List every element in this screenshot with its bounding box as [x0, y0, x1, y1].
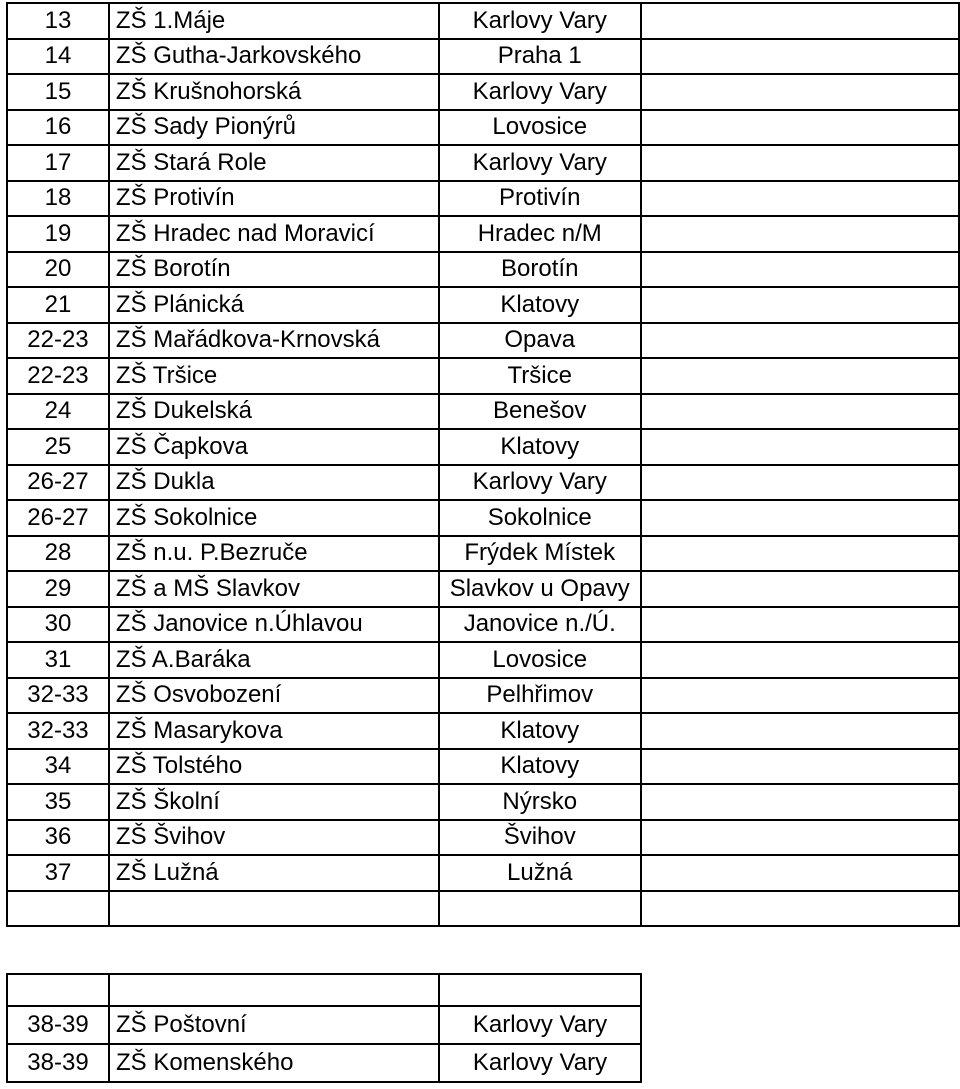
table-row — [7, 784, 959, 820]
rank-cell: 14 — [7, 39, 109, 75]
rank-cell: 16 — [7, 110, 109, 146]
city-cell: Hradec n/M — [439, 216, 641, 252]
school-cell: ZŠ Protivín — [109, 181, 439, 217]
city-cell: Borotín — [439, 252, 641, 288]
empty-cell — [641, 323, 959, 359]
rank-cell: 13 — [7, 3, 109, 39]
table-row — [7, 287, 959, 323]
empty-cell — [641, 429, 959, 465]
empty-cell — [641, 891, 959, 927]
school-cell: ZŠ 1.Máje — [109, 3, 439, 39]
empty-cell — [641, 1044, 959, 1082]
table-row — [7, 642, 959, 678]
empty-cell — [641, 678, 959, 714]
rank-cell: 30 — [7, 607, 109, 643]
school-cell: ZŠ Janovice n.Úhlavou — [109, 607, 439, 643]
city-cell: Klatovy — [439, 429, 641, 465]
school-cell: ZŠ Sokolnice — [109, 500, 439, 536]
empty-cell — [641, 855, 959, 891]
city-cell: Klatovy — [439, 713, 641, 749]
empty-cell — [641, 1006, 959, 1044]
empty-cell — [641, 465, 959, 501]
results-table-continued — [6, 973, 959, 1083]
city-cell: Lovosice — [439, 642, 641, 678]
city-cell: Praha 1 — [439, 39, 641, 75]
city-cell: Karlovy Vary — [439, 3, 641, 39]
school-cell: ZŠ Borotín — [109, 252, 439, 288]
school-cell: ZŠ A.Baráka — [109, 642, 439, 678]
rank-cell: 22-23 — [7, 323, 109, 359]
empty-cell — [641, 713, 959, 749]
table-row — [7, 713, 959, 749]
city-cell: Lužná — [439, 855, 641, 891]
school-cell: ZŠ Dukla — [109, 465, 439, 501]
school-cell: ZŠ Masarykova — [109, 713, 439, 749]
city-cell: Protivín — [439, 181, 641, 217]
rank-cell: 38-39 — [7, 1006, 109, 1044]
school-cell: ZŠ Tolstého — [109, 749, 439, 785]
rank-cell: 21 — [7, 287, 109, 323]
school-cell: ZŠ n.u. P.Bezruče — [109, 536, 439, 572]
rank-cell: 34 — [7, 749, 109, 785]
school-cell: ZŠ Gutha-Jarkovského — [109, 39, 439, 75]
rank-cell: 17 — [7, 145, 109, 181]
table-row — [7, 252, 959, 288]
rank-cell: 37 — [7, 855, 109, 891]
table-row — [7, 323, 959, 359]
empty-cell — [109, 891, 439, 927]
table-row — [7, 74, 959, 110]
school-cell: ZŠ Hradec nad Moravicí — [109, 216, 439, 252]
table-row — [7, 607, 959, 643]
table-row — [7, 3, 959, 39]
rank-cell: 26-27 — [7, 465, 109, 501]
empty-cell — [641, 607, 959, 643]
city-cell: Klatovy — [439, 749, 641, 785]
city-cell: Lovosice — [439, 110, 641, 146]
school-cell: ZŠ Mařádkova-Krnovská — [109, 323, 439, 359]
rank-cell: 18 — [7, 181, 109, 217]
table-row — [7, 500, 959, 536]
empty-cell — [641, 252, 959, 288]
school-cell: ZŠ Komenského — [109, 1044, 439, 1082]
table-row — [7, 39, 959, 75]
city-cell: Opava — [439, 323, 641, 359]
city-cell: Benešov — [439, 394, 641, 430]
school-cell: ZŠ Tršice — [109, 358, 439, 394]
city-cell: Nýrsko — [439, 784, 641, 820]
table-row — [7, 145, 959, 181]
city-cell: Sokolnice — [439, 500, 641, 536]
rank-cell: 32-33 — [7, 713, 109, 749]
results-table-continued-body — [7, 974, 959, 1082]
rank-cell: 20 — [7, 252, 109, 288]
table-row — [7, 1006, 959, 1044]
empty-row — [7, 891, 959, 927]
empty-cell — [641, 784, 959, 820]
school-cell: ZŠ Lužná — [109, 855, 439, 891]
school-cell: ZŠ Čapkova — [109, 429, 439, 465]
empty-cell — [641, 39, 959, 75]
city-cell: Pelhřimov — [439, 678, 641, 714]
table-row — [7, 855, 959, 891]
rank-cell: 22-23 — [7, 358, 109, 394]
school-cell: ZŠ Plánická — [109, 287, 439, 323]
empty-cell — [641, 110, 959, 146]
rank-cell: 38-39 — [7, 1044, 109, 1082]
empty-cell — [641, 394, 959, 430]
city-cell — [439, 974, 641, 1006]
school-cell: ZŠ Krušnohorská — [109, 74, 439, 110]
rank-cell: 29 — [7, 571, 109, 607]
city-cell: Švihov — [439, 820, 641, 856]
empty-cell — [641, 145, 959, 181]
rank-cell: 24 — [7, 394, 109, 430]
table-row — [7, 110, 959, 146]
school-cell: ZŠ Sady Pionýrů — [109, 110, 439, 146]
school-cell: ZŠ a MŠ Slavkov — [109, 571, 439, 607]
school-cell — [109, 974, 439, 1006]
table-row — [7, 820, 959, 856]
empty-cell — [641, 3, 959, 39]
empty-cell — [641, 216, 959, 252]
table-row — [7, 749, 959, 785]
city-cell: Klatovy — [439, 287, 641, 323]
table-row — [7, 536, 959, 572]
table-row — [7, 394, 959, 430]
school-cell: ZŠ Švihov — [109, 820, 439, 856]
rank-cell: 25 — [7, 429, 109, 465]
spacer-row — [7, 974, 959, 1006]
table-row — [7, 216, 959, 252]
rank-cell: 36 — [7, 820, 109, 856]
rank-cell: 35 — [7, 784, 109, 820]
city-cell: Karlovy Vary — [439, 1006, 641, 1044]
table-row — [7, 571, 959, 607]
rank-cell: 19 — [7, 216, 109, 252]
school-cell: ZŠ Poštovní — [109, 1006, 439, 1044]
city-cell: Janovice n./Ú. — [439, 607, 641, 643]
empty-cell — [641, 74, 959, 110]
city-cell: Karlovy Vary — [439, 465, 641, 501]
school-cell: ZŠ Dukelská — [109, 394, 439, 430]
results-table-body — [7, 3, 959, 926]
empty-cell — [641, 974, 959, 1006]
empty-cell — [439, 891, 641, 927]
empty-cell — [641, 820, 959, 856]
school-cell: ZŠ Osvobození — [109, 678, 439, 714]
city-cell: Frýdek Místek — [439, 536, 641, 572]
city-cell: Slavkov u Opavy — [439, 571, 641, 607]
rank-cell: 31 — [7, 642, 109, 678]
city-cell: Karlovy Vary — [439, 145, 641, 181]
empty-cell — [641, 536, 959, 572]
empty-cell — [7, 891, 109, 927]
city-cell: Tršice — [439, 358, 641, 394]
rank-cell: 15 — [7, 74, 109, 110]
rank-cell: 26-27 — [7, 500, 109, 536]
table-row — [7, 429, 959, 465]
rank-cell — [7, 974, 109, 1006]
empty-cell — [641, 571, 959, 607]
school-cell: ZŠ Školní — [109, 784, 439, 820]
city-cell: Karlovy Vary — [439, 1044, 641, 1082]
empty-cell — [641, 287, 959, 323]
empty-cell — [641, 500, 959, 536]
rank-cell: 28 — [7, 536, 109, 572]
school-cell: ZŠ Stará Role — [109, 145, 439, 181]
empty-cell — [641, 358, 959, 394]
results-table — [6, 2, 960, 927]
table-row — [7, 465, 959, 501]
table-row — [7, 181, 959, 217]
city-cell: Karlovy Vary — [439, 74, 641, 110]
empty-cell — [641, 181, 959, 217]
table-row — [7, 358, 959, 394]
table-row — [7, 1044, 959, 1082]
empty-cell — [641, 749, 959, 785]
empty-cell — [641, 642, 959, 678]
rank-cell: 32-33 — [7, 678, 109, 714]
table-row — [7, 678, 959, 714]
